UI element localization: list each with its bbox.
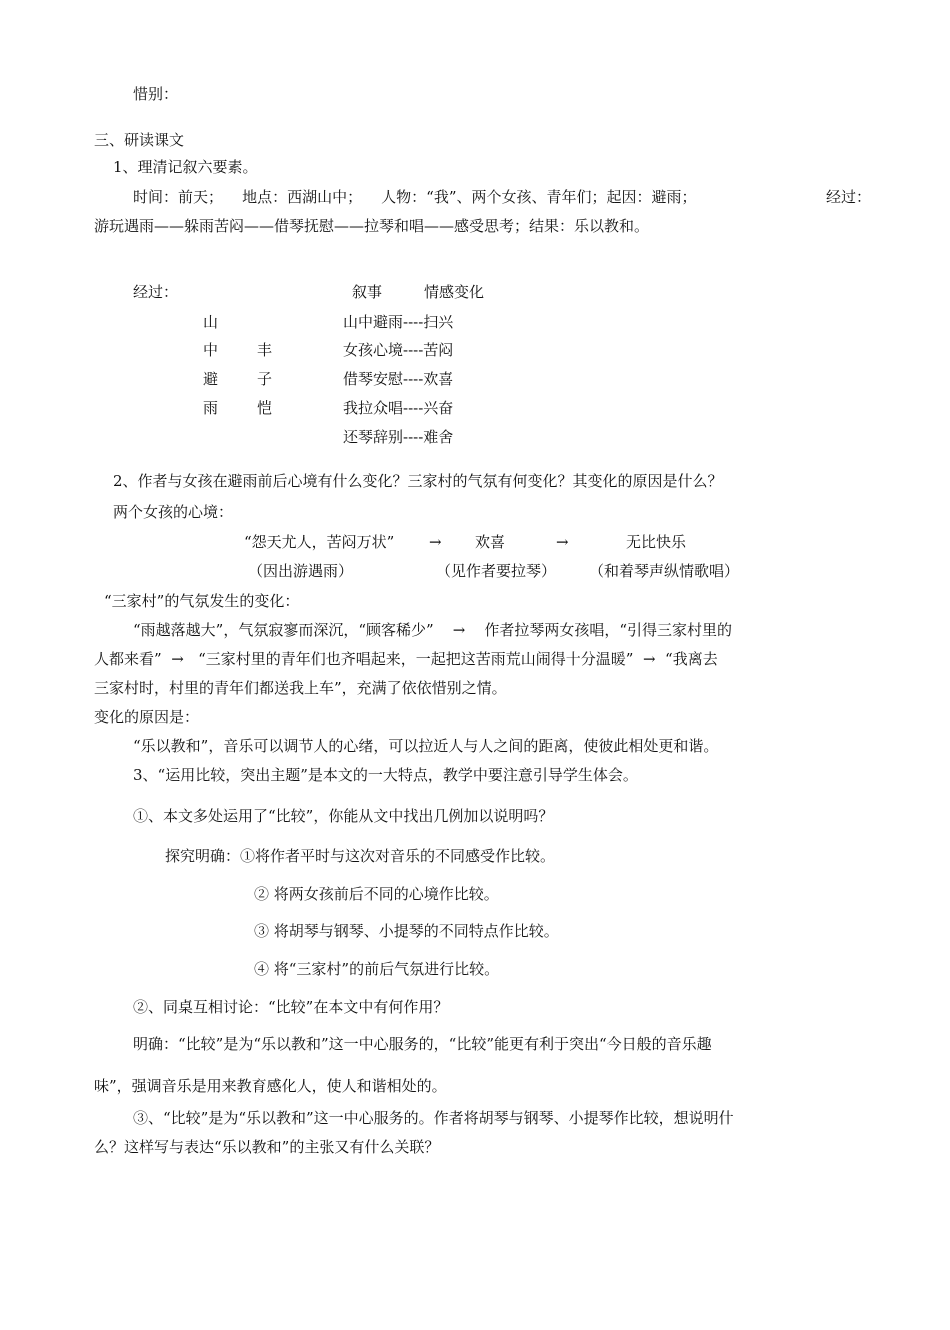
paragraph-line: “乐以教和”，音乐可以调节人的心绪，可以拉近人与人之间的距离，使彼此相处更和谐。 xyxy=(133,737,719,755)
outline-event: 我拉众唱----兴奋 xyxy=(343,399,454,417)
outline-left-char: 山 xyxy=(203,313,219,331)
answer-line: 探究明确：①将作者平时与这次对音乐的不同感受作比较。 xyxy=(165,847,556,865)
mood-stage: “怨天尤人，苦闷万状” xyxy=(244,533,395,551)
reason-label: 变化的原因是： xyxy=(94,708,200,726)
answer-line: ② 将两女孩前后不同的心境作比较。 xyxy=(254,885,499,903)
heading-farewell: 惜别： xyxy=(133,85,179,103)
outline-event: 借琴安慰----欢喜 xyxy=(343,370,454,388)
question-3-cont: 么？这样写与表达“乐以教和”的主张又有什么关联？ xyxy=(94,1138,440,1156)
girls-mood-label: 两个女孩的心境： xyxy=(113,503,234,521)
outline-left-char: 避 xyxy=(203,370,219,388)
outline-event: 女孩心境----苦闷 xyxy=(343,341,454,359)
village-atmosphere-label: “三家村”的气氛发生的变化： xyxy=(104,592,300,610)
task-1-heading: 1、理清记叙六要素。 xyxy=(113,158,258,176)
outline-right-char: 恺 xyxy=(257,399,273,417)
mood-stage: 欢喜 xyxy=(475,533,506,551)
outline-right-char: 丰 xyxy=(257,341,273,359)
task-2-question: 2、作者与女孩在避雨前后心境有什么变化？三家村的气氛有何变化？其变化的原因是什么？ xyxy=(113,472,723,490)
answer-line: ③ 将胡琴与钢琴、小提琴的不同特点作比较。 xyxy=(254,922,559,940)
paragraph-line: 人都来看” → “三家村里的青年们也齐唱起来，一起把这苦雨荒山闹得十分温暖” → “我离去 xyxy=(94,650,718,668)
mood-cause: （因出游遇雨） xyxy=(248,562,354,580)
six-elements-line: 时间：前天； 地点：西湖山中； 人物：“我”、两个女孩、青年们；起因：避雨； xyxy=(133,188,697,206)
mood-cause: （见作者要拉琴） xyxy=(436,562,557,580)
outline-event: 山中避雨----扫兴 xyxy=(343,313,454,331)
mood-arrow: → xyxy=(556,533,569,551)
question-3: ③、“比较”是为“乐以教和”这一中心服务的。作者将胡琴与钢琴、小提琴作比较，想说明什 xyxy=(133,1109,734,1127)
six-elements-process-label: 经过： xyxy=(826,188,872,206)
outline-label: 经过： xyxy=(133,283,179,301)
outline-right-char: 子 xyxy=(257,370,273,388)
outline-event: 还琴辞别----难舍 xyxy=(343,428,454,446)
answer-line: 明确：“比较”是为“乐以教和”这一中心服务的，“比较”能更有利于突出“今日般的音乐趣 xyxy=(133,1035,712,1053)
paragraph-line: “雨越落越大”，气氛寂寥而深沉，“顾客稀少” → 作者拉琴两女孩唱，“引得三家村里的 xyxy=(133,621,733,639)
outline-left-char: 雨 xyxy=(203,399,219,417)
mood-arrow: → xyxy=(429,533,442,551)
outline-col-narrative: 叙事 xyxy=(352,283,383,301)
question-2: ②、同桌互相讨论：“比较”在本文中有何作用？ xyxy=(133,998,449,1016)
answer-line: ④ 将“三家村”的前后气氛进行比较。 xyxy=(254,960,500,978)
mood-cause: （和着琴声纵情歌唱） xyxy=(589,562,740,580)
section-heading: 三、研读课文 xyxy=(94,131,185,149)
outline-col-emotion: 情感变化 xyxy=(424,283,485,301)
answer-line: 味”，强调音乐是用来教育感化人，使人和谐相处的。 xyxy=(94,1077,447,1095)
question-1: ①、本文多处运用了“比较”，你能从文中找出几例加以说明吗？ xyxy=(133,807,554,825)
outline-left-char: 中 xyxy=(203,341,219,359)
mood-stage: 无比快乐 xyxy=(626,533,687,551)
paragraph-line: 三家村时，村里的青年们都送我上车”，充满了依依惜别之情。 xyxy=(94,679,507,697)
task-3-heading: 3、“运用比较，突出主题”是本文的一大特点，教学中要注意引导学生体会。 xyxy=(133,766,638,784)
six-elements-line-cont: 游玩遇雨——躲雨苦闷——借琴抚慰——拉琴和唱——感受思考；结果：乐以教和。 xyxy=(94,217,650,235)
